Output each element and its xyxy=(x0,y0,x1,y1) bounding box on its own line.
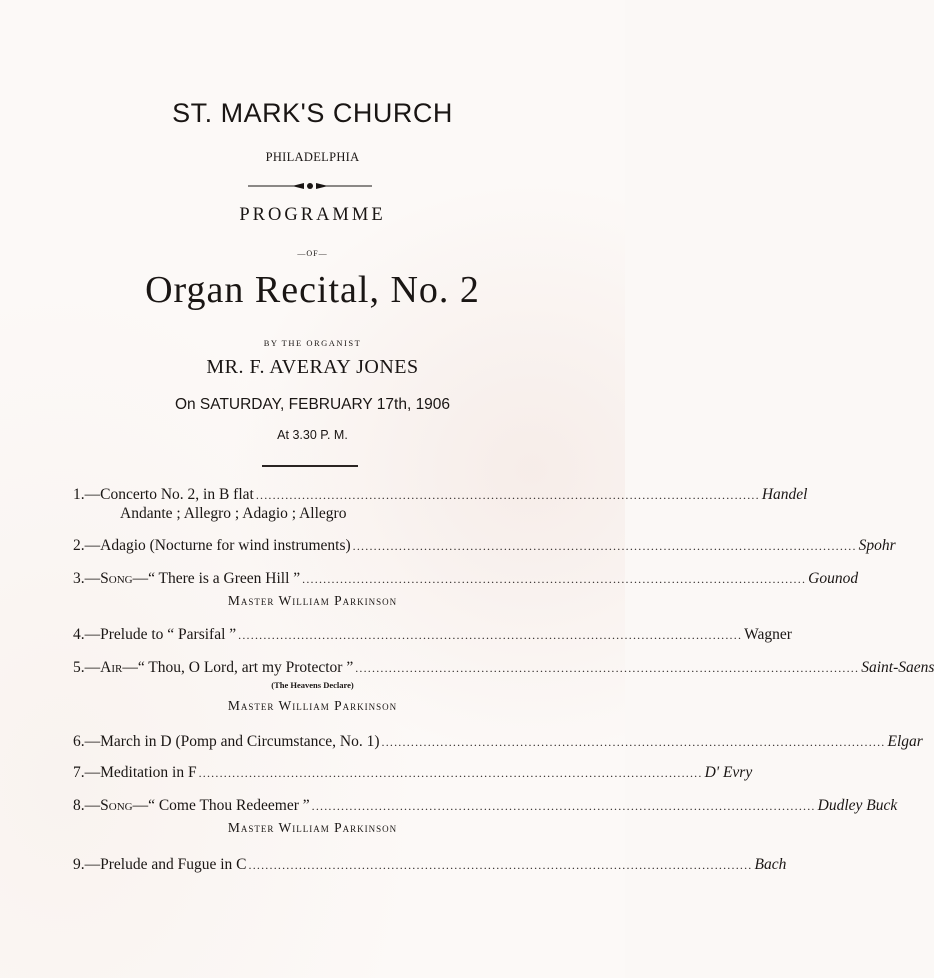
leader-dots: ........................................................................................................................ xyxy=(302,572,807,586)
composer-name: Handel xyxy=(761,486,808,503)
leader-dots: ........................................................................................................................ xyxy=(381,735,886,749)
piece-title: Prelude to “ Parsifal ” xyxy=(100,626,237,643)
of-label: —OF— xyxy=(297,249,328,258)
leader-dots: ........................................................................................................................ xyxy=(238,628,743,642)
programme-item xyxy=(73,626,792,646)
programme-item xyxy=(73,537,896,557)
programme-item xyxy=(73,486,808,506)
piece-type: Air— xyxy=(100,659,138,676)
composer-name: Spohr xyxy=(858,537,896,554)
item-number: 4.— xyxy=(73,626,101,643)
composer-name: Dudley Buck xyxy=(817,797,898,814)
piece-type: Song— xyxy=(100,570,149,587)
programme-item xyxy=(73,764,753,784)
leader-dots: ........................................................................................................................ xyxy=(248,858,753,872)
church-name: ST. MARK'S CHURCH xyxy=(172,98,453,128)
programme-item xyxy=(73,570,859,590)
programme-item xyxy=(73,733,923,753)
recital-time: At 3.30 P. M. xyxy=(277,428,348,442)
composer-name: Gounod xyxy=(808,570,859,587)
leader-dots: ........................................................................................................................ xyxy=(311,799,816,813)
by-line: BY THE ORGANIST xyxy=(263,338,362,348)
performer: Master William Parkinson xyxy=(227,698,398,713)
ornament-divider-icon xyxy=(248,180,372,192)
item-number: 7.— xyxy=(73,764,101,781)
piece-title: “ Come Thou Redeemer ” xyxy=(148,797,310,814)
item-number: 2.— xyxy=(73,537,101,554)
organist-name: MR. F. AVERAY JONES xyxy=(206,356,419,378)
item-number: 9.— xyxy=(73,856,101,873)
leader-dots: ........................................................................................................................ xyxy=(198,766,703,780)
divider-rule xyxy=(262,465,358,467)
programme-heading: PROGRAMME xyxy=(239,205,386,225)
piece-title: “ Thou, O Lord, art my Protector ” xyxy=(137,659,354,676)
piece-title: Adagio (Nocturne for wind instruments) xyxy=(100,537,351,554)
piece-type: Song— xyxy=(100,797,149,814)
piece-title: Prelude and Fugue in C xyxy=(100,856,247,873)
performer: Master William Parkinson xyxy=(227,593,398,608)
composer-name: D' Evry xyxy=(704,764,753,781)
leader-dots: ........................................................................................................................ xyxy=(355,661,860,675)
item-number: 1.— xyxy=(73,486,101,503)
recital-title: Organ Recital, No. 2 xyxy=(145,269,480,311)
item-number: 5.— xyxy=(73,659,101,676)
composer-name: Bach xyxy=(754,856,787,873)
composer-name: Elgar xyxy=(887,733,923,750)
recital-date: On SATURDAY, FEBRUARY 17th, 1906 xyxy=(174,396,451,413)
city-name: PHILADELPHIA xyxy=(265,150,360,164)
piece-title: “ There is a Green Hill ” xyxy=(148,570,301,587)
movements: Andante ; Allegro ; Adagio ; Allegro xyxy=(120,505,347,522)
performer: Master William Parkinson xyxy=(227,820,398,835)
programme-item xyxy=(73,797,898,817)
leader-dots: ........................................................................................................................ xyxy=(352,539,857,553)
programme-item xyxy=(73,856,787,876)
composer-name: Saint-Saens xyxy=(861,659,934,676)
item-number: 8.— xyxy=(73,797,101,814)
piece-title: Concerto No. 2, in B flat xyxy=(100,486,254,503)
leader-dots: ........................................................................................................................ xyxy=(255,488,760,502)
programme-item xyxy=(73,659,934,679)
item-number: 6.— xyxy=(73,733,101,750)
piece-subtitle: (The Heavens Declare) xyxy=(271,680,354,690)
item-number: 3.— xyxy=(73,570,101,587)
piece-title: March in D (Pomp and Circumstance, No. 1) xyxy=(100,733,380,750)
composer-name: Wagner xyxy=(744,626,792,643)
piece-title: Meditation in F xyxy=(100,764,197,781)
